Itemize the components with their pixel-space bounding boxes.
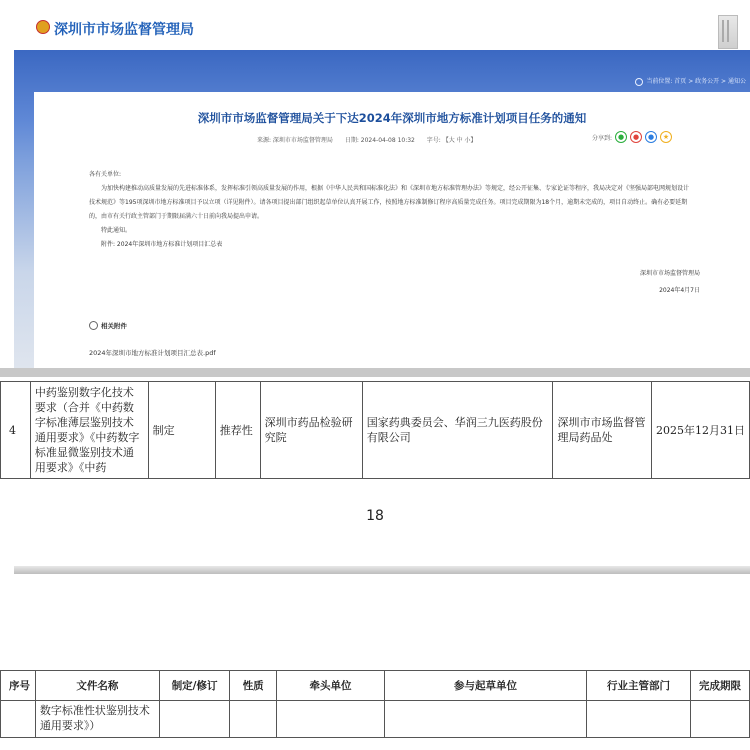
row-type: 制定: [148, 382, 215, 479]
col-header-participants: 参与起草单位: [385, 671, 587, 701]
building-icon: [718, 15, 738, 49]
article-source: 来源: 深圳市市场监督管理局: [257, 137, 333, 144]
page-gap: [14, 566, 750, 574]
header-row: [1, 671, 750, 701]
viewer-divider: [0, 368, 750, 377]
attachment-link[interactable]: 2024年深圳市地方标准计划项目汇总表.pdf: [89, 349, 216, 357]
wechat-icon[interactable]: ●: [615, 131, 627, 143]
col-header-department: 行业主管部门: [586, 671, 690, 701]
row-index: 4: [1, 382, 31, 479]
row-document-name: 数字标准性状鉴别技术通用要求》）: [35, 701, 159, 738]
project-table-fragment: [0, 381, 750, 479]
greeting: 各有关单位:: [89, 171, 122, 178]
breadcrumb-text[interactable]: 当前位置: 首页 > 政务公开 > 通知公: [646, 78, 746, 85]
article-body: [89, 168, 689, 252]
row-lead-unit: [277, 701, 385, 738]
col-header-index: 序号: [1, 671, 36, 701]
qq-icon[interactable]: ●: [645, 131, 657, 143]
emblem-icon: [36, 20, 50, 34]
weibo-icon[interactable]: ●: [630, 131, 642, 143]
row-lead-unit: 深圳市药品检验研究院: [260, 382, 362, 479]
row-department: 深圳市市场监督管理局药品处: [553, 382, 651, 479]
row-participants: 国家药典委员会、华润三九医药股份有限公司: [362, 382, 553, 479]
font-size-switch[interactable]: 字号: 【大 中 小】: [426, 137, 477, 144]
row-deadline: [691, 701, 750, 738]
sign-date: 2024年4月7日: [659, 287, 700, 294]
row-participants: [385, 701, 587, 738]
row-document-name: 中药鉴别数字化技术要求（合并《中药数字标准薄层鉴别技术通用要求》《中药数字标准显微鉴别技术通用要求》《中药: [30, 382, 148, 479]
row-deadline: 2025年12月31日: [651, 382, 749, 479]
row-nature: 推荐性: [215, 382, 260, 479]
location-icon: [635, 78, 643, 86]
col-header-name: 文件名称: [35, 671, 159, 701]
table-row: [1, 382, 750, 479]
row-department: [586, 701, 690, 738]
row-nature: [230, 701, 277, 738]
closing-line: 特此通知。: [101, 227, 132, 234]
article-title: 深圳市市场监督管理局关于下达2024年深圳市地方标准计划项目任务的通知: [197, 111, 587, 125]
table-row: [1, 701, 750, 738]
attachments-heading-label: 相关附件: [101, 322, 127, 330]
col-header-type: 制定/修订: [159, 671, 229, 701]
page-number: 18: [366, 508, 384, 524]
attachment-line: 附件: 2024年深圳市地方标准计划项目汇总表: [101, 241, 223, 248]
body-paragraph: 为加快构建推动高质量发展的先进标准体系，发挥标准引领高质量发展的作用，根据《中华人民共和国标准化法》和《深圳市地方标准管理办法》等规定，经公开征集、专家论证等程序，我局决定对《坚强局部电网规划设计技术规范》等195项深圳市地方标准项目予以立项（详见附件）。请各项目提出部门组织起草单位认真开展工作，按照地方标准制修订程序高质量完成任务。项目完成期限为18个月，逾期未完成的，项目自动终止。确有必要延期的，由市有关行政主管部门于期限届满六十日前向我局提出申请。: [89, 185, 690, 220]
article-date: 日期: 2024-04-08 10:32: [344, 137, 415, 144]
breadcrumb[interactable]: [635, 76, 746, 86]
site-name[interactable]: 深圳市市场监督管理局: [54, 22, 194, 38]
site-header: [0, 0, 750, 50]
project-table-header: [0, 670, 750, 738]
share-label: 分享到:: [592, 134, 613, 142]
attachments-heading: [89, 321, 127, 330]
attachment-icon: [89, 321, 98, 330]
col-header-deadline: 完成期限: [691, 671, 750, 701]
row-type: [159, 701, 229, 738]
row-index: [1, 701, 36, 738]
article-panel: [34, 92, 750, 368]
qzone-icon[interactable]: ★: [660, 131, 672, 143]
col-header-lead: 牵头单位: [277, 671, 385, 701]
signature: 深圳市市场监督管理局: [639, 270, 700, 277]
share-bar: [592, 131, 672, 143]
article-meta: [257, 135, 487, 144]
article-banner: [14, 50, 750, 368]
col-header-nature: 性质: [230, 671, 277, 701]
